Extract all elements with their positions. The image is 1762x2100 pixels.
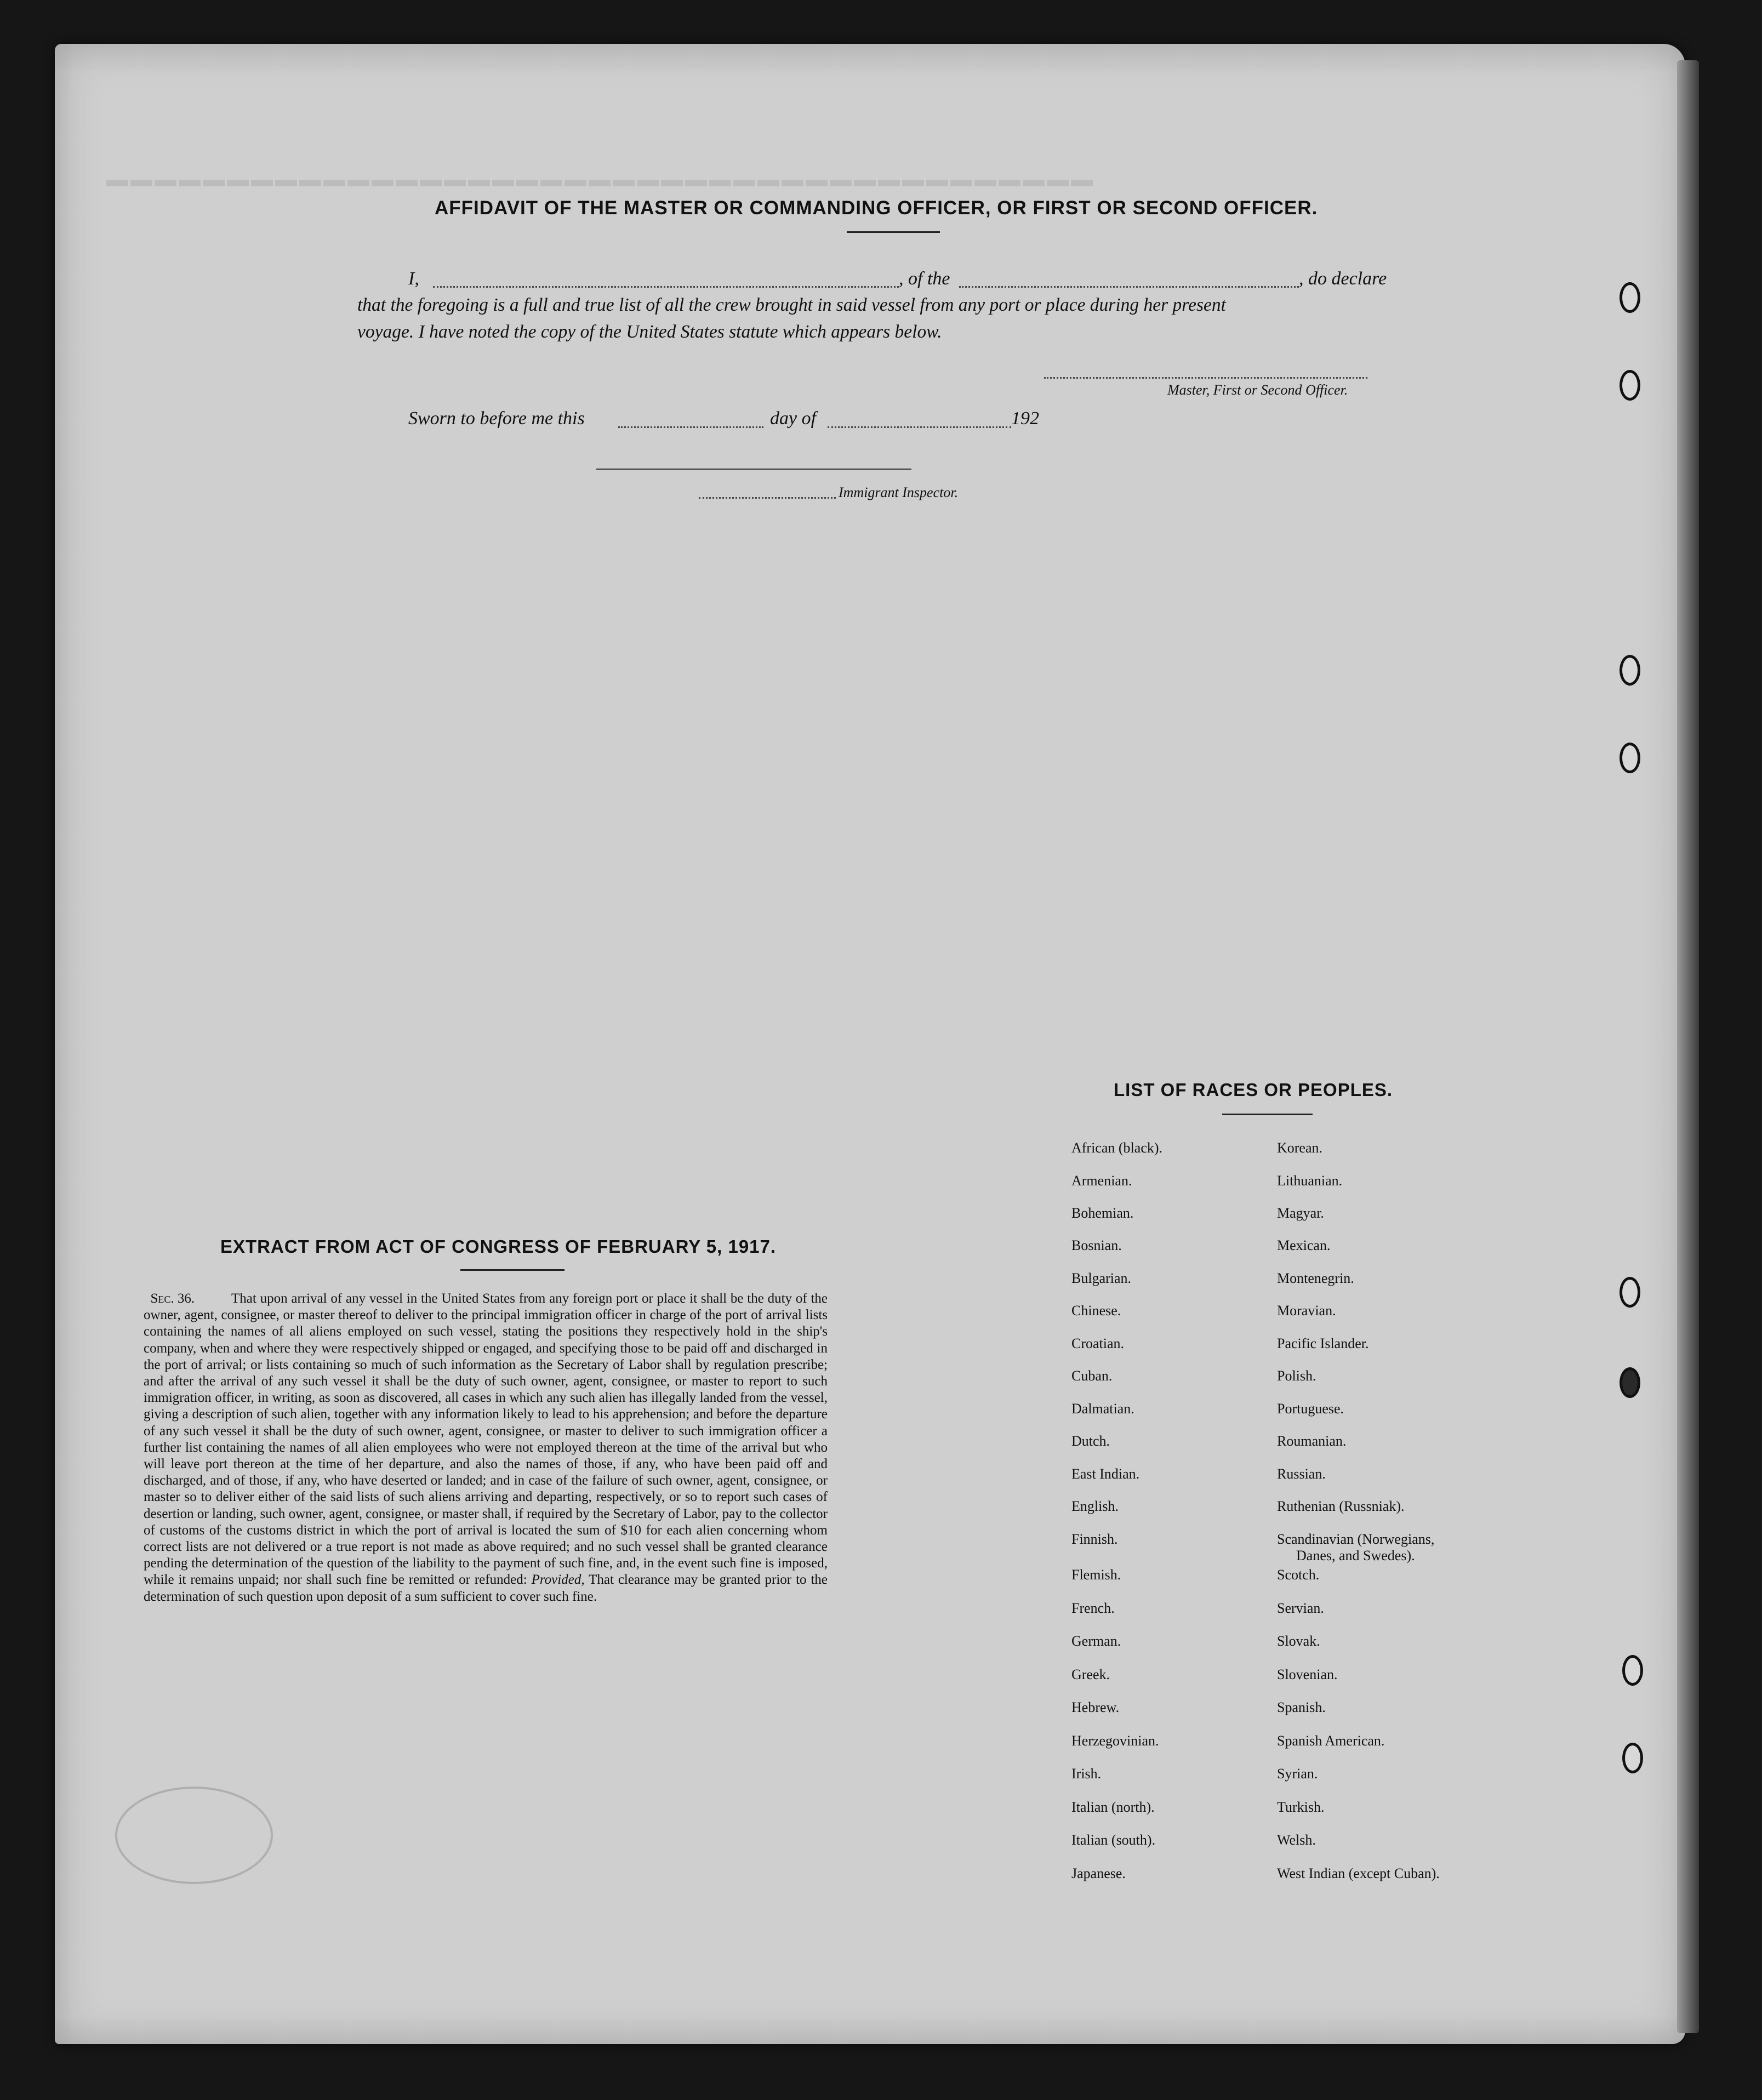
punch-hole-icon (1620, 655, 1640, 686)
affidavit-of-the: , of the (899, 269, 950, 289)
inspector-signature-line (596, 469, 911, 470)
race-item: Chinese. (1071, 1303, 1121, 1319)
proviso-label: Provided, (531, 1572, 585, 1588)
race-item: Russian. (1277, 1466, 1326, 1482)
punch-hole-icon (1620, 743, 1640, 773)
race-item: Bohemian. (1071, 1205, 1134, 1221)
punch-hole-icon (1622, 1743, 1643, 1773)
race-item: Bosnian. (1071, 1237, 1122, 1253)
race-item: East Indian. (1071, 1466, 1140, 1482)
page-edge (1677, 60, 1699, 2033)
race-item: West Indian (except Cuban). (1277, 1865, 1440, 1881)
affidavit-title: AFFIDAVIT OF THE MASTER OR COMMANDING OFFICER, OR FIRST OR SECOND OFFICER. (435, 197, 1318, 219)
race-item: Dutch. (1071, 1433, 1110, 1449)
inspector-field[interactable] (699, 497, 836, 499)
race-item: Roumanian. (1277, 1433, 1347, 1449)
race-item: Hebrew. (1071, 1699, 1120, 1715)
race-item: Portuguese. (1277, 1401, 1344, 1417)
sworn-text: Sworn to before me this (408, 408, 585, 429)
affidavit-declare: , do declare (1299, 269, 1387, 289)
race-item: Danes, and Swedes). (1296, 1548, 1415, 1563)
race-item: Moravian. (1277, 1303, 1336, 1319)
race-item: Montenegrin. (1277, 1270, 1354, 1286)
affidavit-i: I, (408, 269, 419, 289)
race-item: Magyar. (1277, 1205, 1324, 1221)
extract-title: EXTRACT FROM ACT OF CONGRESS OF FEBRUARY 5, 1917. (220, 1236, 777, 1257)
race-item: Korean. (1277, 1140, 1323, 1156)
punch-hole-icon (1620, 1367, 1640, 1398)
race-item: Italian (north). (1071, 1799, 1155, 1815)
race-item: Slovenian. (1277, 1667, 1338, 1682)
affidavit-title-rule (847, 231, 940, 233)
race-item: Bulgarian. (1071, 1270, 1132, 1286)
race-item: Polish. (1277, 1368, 1316, 1384)
races-title: LIST OF RACES OR PEOPLES. (1114, 1080, 1393, 1100)
affidavit-line3: voyage. I have noted the copy of the United States statute which appears below. (357, 322, 942, 342)
race-item: Greek. (1071, 1667, 1110, 1682)
race-item: Finnish. (1071, 1531, 1118, 1547)
punch-hole-icon (1620, 370, 1640, 401)
race-item: Welsh. (1277, 1832, 1316, 1848)
manifest-page (55, 44, 1685, 2044)
signature-label: Master, First or Second Officer. (1167, 382, 1348, 398)
race-item: Italian (south). (1071, 1832, 1156, 1848)
name-field[interactable] (433, 286, 899, 288)
race-item: Scotch. (1277, 1567, 1320, 1583)
sworn-month-field[interactable] (828, 426, 1011, 428)
race-item: Scandinavian (Norwegians, (1277, 1531, 1435, 1547)
race-item: Ruthenian (Russniak). (1277, 1498, 1405, 1514)
race-item: Spanish American. (1277, 1733, 1385, 1749)
race-item: Pacific Islander. (1277, 1336, 1369, 1351)
race-item: Mexican. (1277, 1237, 1331, 1253)
race-item: African (black). (1071, 1140, 1163, 1156)
race-item: Turkish. (1277, 1799, 1325, 1815)
race-item: Spanish. (1277, 1699, 1326, 1715)
proviso-text: That clearance may be granted prior to the determination of such question upon deposit of a sum sufficient to cover such fine. (144, 1572, 828, 1604)
faint-stamp (115, 1787, 273, 1884)
bleed-through-text: ▬▬▬▬▬▬▬▬▬▬▬▬▬▬▬▬▬▬▬▬▬▬▬▬▬▬▬▬▬▬▬▬▬▬▬▬▬▬▬▬▬ (104, 167, 1093, 191)
signature-field[interactable] (1044, 377, 1367, 379)
race-item: Servian. (1277, 1600, 1324, 1616)
race-item: Lithuanian. (1277, 1173, 1343, 1189)
race-item: Dalmatian. (1071, 1401, 1134, 1417)
race-item: Armenian. (1071, 1173, 1132, 1189)
race-item: Slovak. (1277, 1633, 1320, 1649)
race-item: Croatian. (1071, 1336, 1125, 1351)
vessel-field[interactable] (959, 286, 1299, 288)
race-item: Flemish. (1071, 1567, 1121, 1583)
race-item: English. (1071, 1498, 1119, 1514)
race-item: Irish. (1071, 1766, 1102, 1782)
punch-hole-icon (1620, 282, 1640, 313)
races-title-rule (1222, 1114, 1313, 1115)
race-item: Cuban. (1071, 1368, 1113, 1384)
inspector-label: Immigrant Inspector. (839, 484, 959, 500)
race-item: Japanese. (1071, 1865, 1126, 1881)
extract-title-rule (460, 1269, 564, 1271)
race-item: French. (1071, 1600, 1115, 1616)
day-of-text: day of (770, 408, 817, 429)
race-item: Herzegovinian. (1071, 1733, 1159, 1749)
race-item: German. (1071, 1633, 1121, 1649)
sworn-day-field[interactable] (618, 426, 763, 428)
affidavit-line2: that the foregoing is a full and true list of all the crew brought in said vessel from any port or place during her present (357, 295, 1226, 315)
section-label: Sec. 36. (150, 1291, 195, 1306)
section-body: That upon arrival of any vessel in the United States from any foreign port or place it shall be the duty of the owner, agent, consignee, or master thereof to deliver to the principal immigration officer in charge of the port of arrival lists containing the names of all aliens employed on such vessel, stating the positions they respectively hold in the ship's company, when and where they were respectively shipped or engaged, and specifying those to be paid off and discharged in the port of arrival; or lists containing so much of such information as the Secretary of Labor shall by regulation prescribe; and after the arrival of any such vessel it shall be the duty of such owner, agent, consignee, or master to report to such immigration officer, in writing, as soon as discovered, all cases in which any such alien has illegally landed from the vessel, giving a description of such alien, together with any information likely to lead to his apprehension; and before the departure of any such vessel it shall be the duty of such owner, agent, consignee, or master to deliver to such immigration officer a further list containing the names of all alien employees who were not employed thereon at the time of the arrival but who will leave port thereon at the time of her departure, and also the names of those, if any, who have been paid off and discharged, and of those, if any, who have deserted or landed; and in case of the failure of such owner, agent, consignee, or master so to deliver either of the said lists of such aliens arriving and departing, respectively, or so to report such cases of desertion or landing, such owner, agent, consignee, or master shall, if required by the Secretary of Labor, pay to the collector of customs of the customs district in which the port of arrival is located the sum of $10 for each alien concerning whom correct lists are not delivered or a true report is not made as above required; and no such vessel shall be granted clearance pending the determination of the question of the liability to the payment of such fine, and, in the event such fine is imposed, while it remains unpaid; nor shall such fine be remitted or refunded: (144, 1291, 828, 1588)
race-item: Syrian. (1277, 1766, 1318, 1782)
statute-text (144, 1291, 828, 1605)
punch-hole-icon (1622, 1655, 1643, 1686)
year-text: 192 (1011, 408, 1039, 429)
punch-hole-icon (1620, 1277, 1640, 1308)
